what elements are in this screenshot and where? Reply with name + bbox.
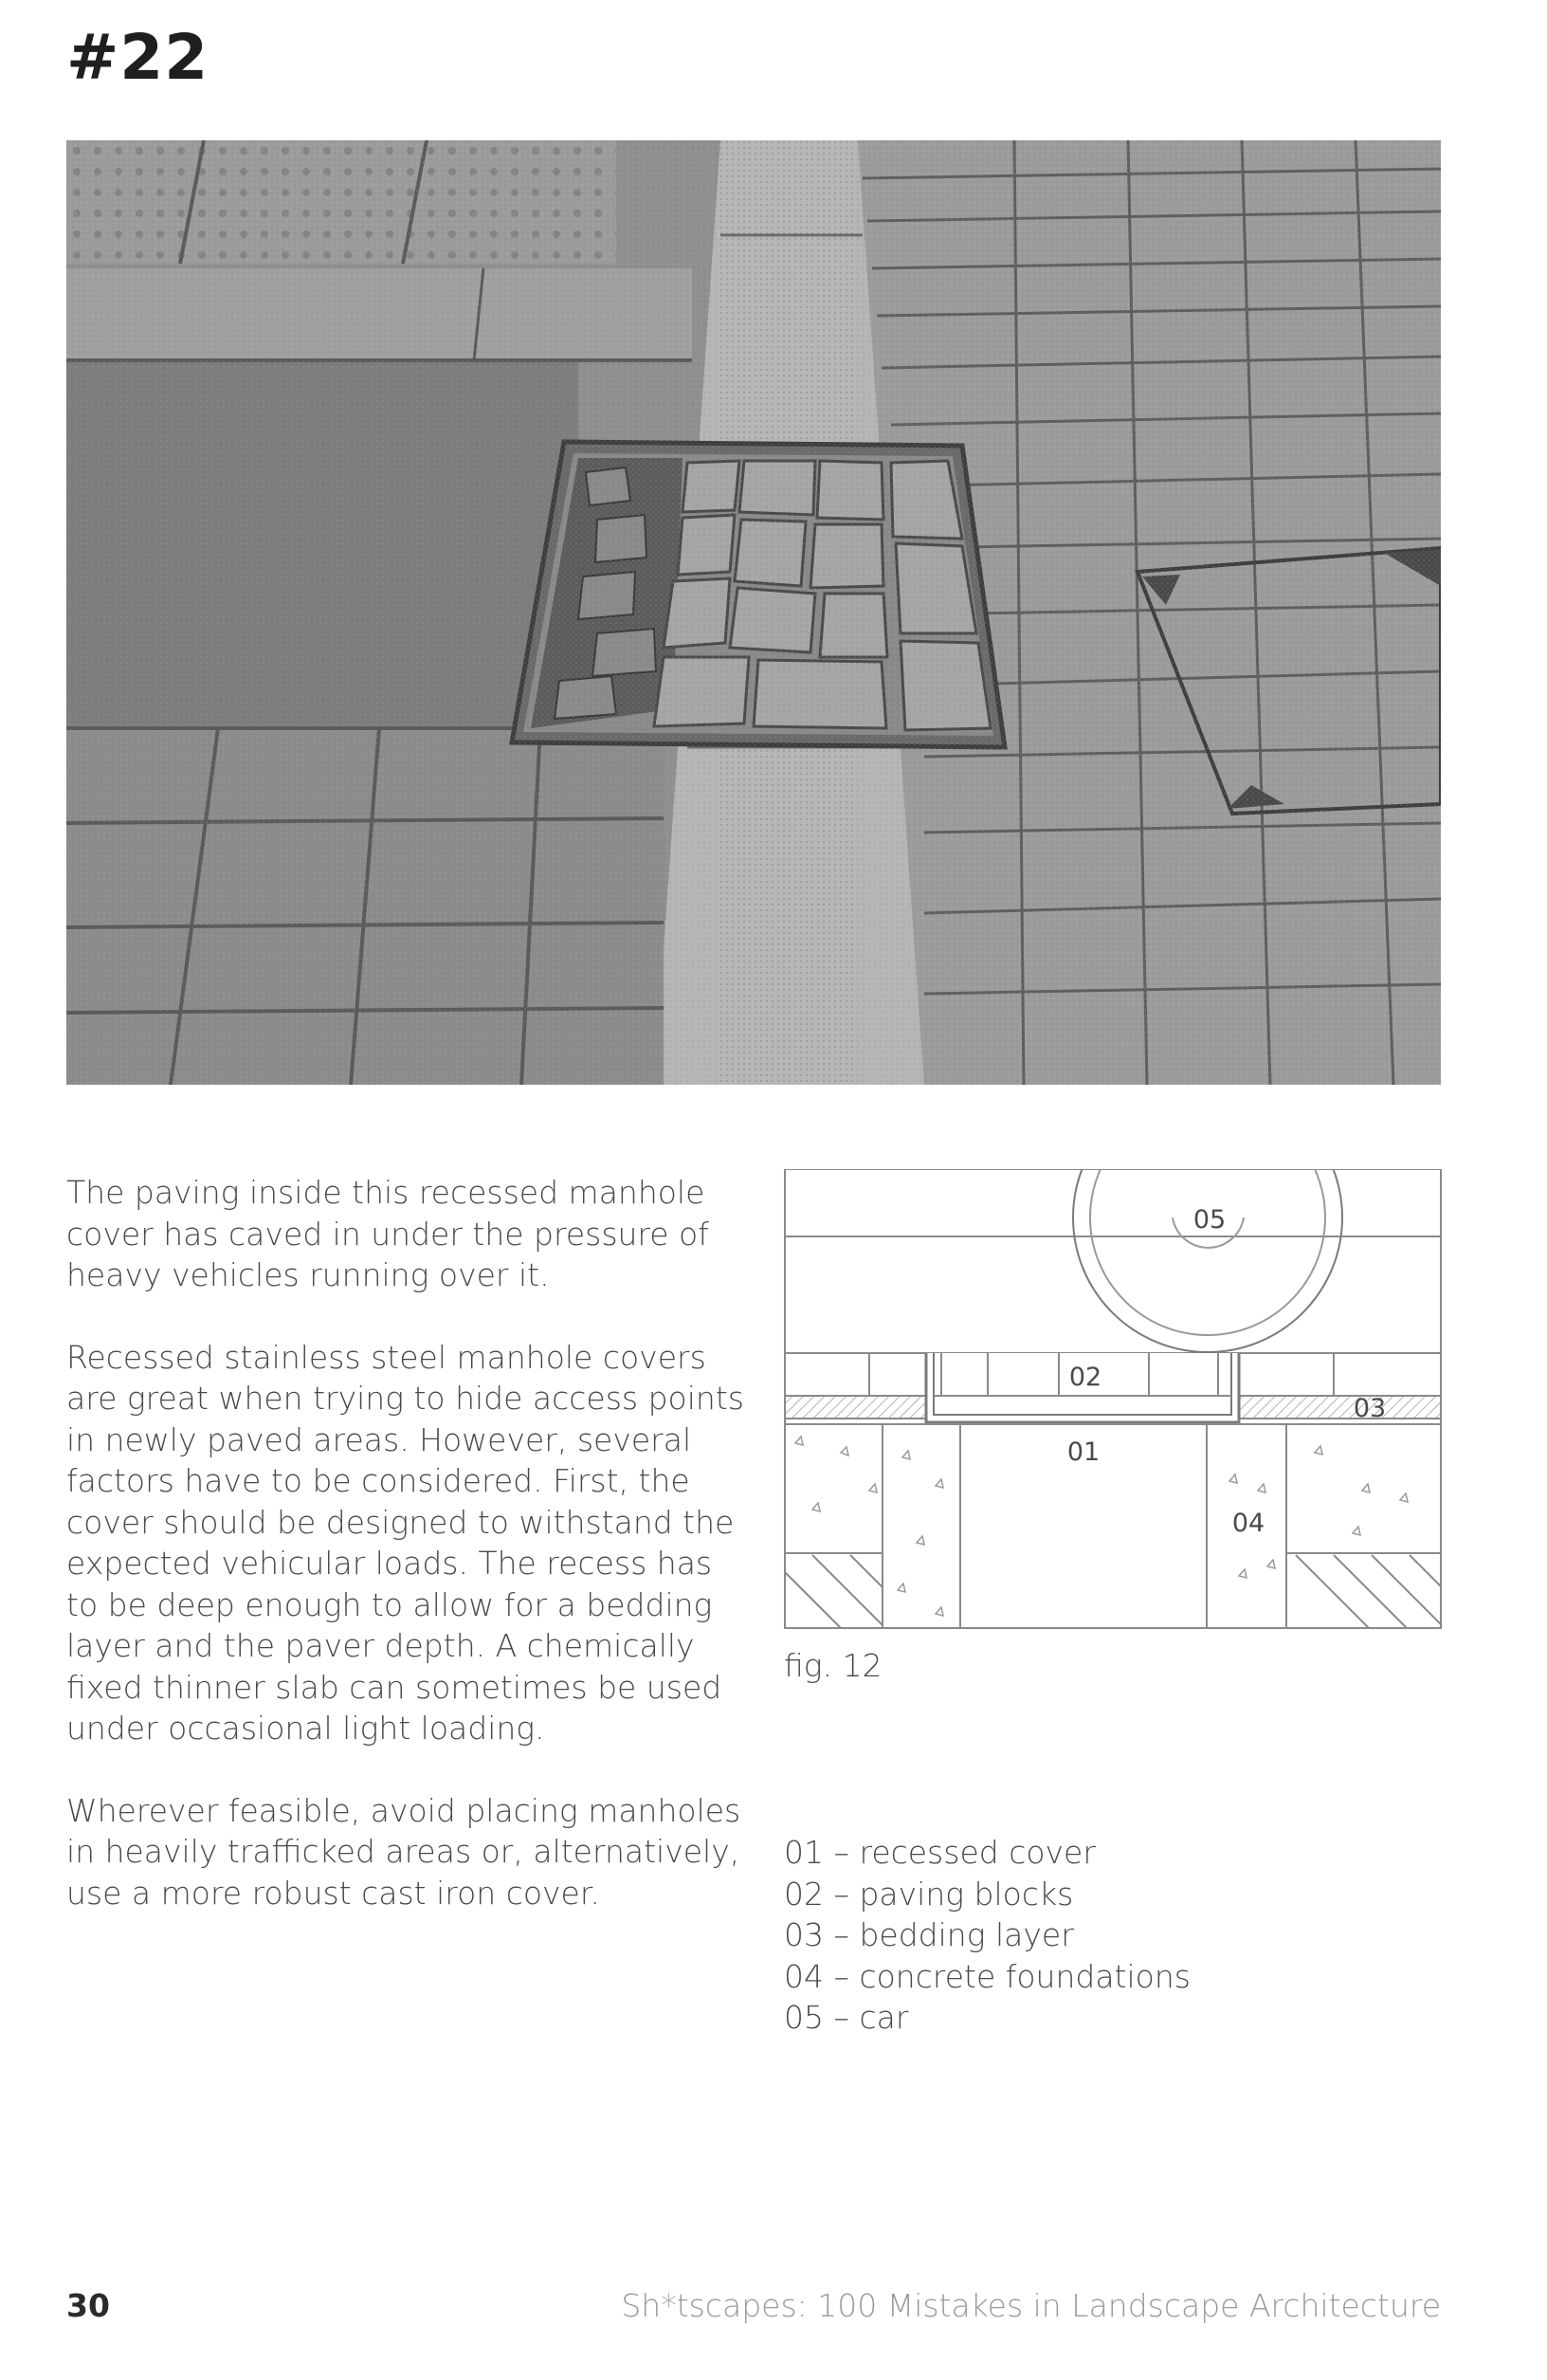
- paragraph-1: The paving inside this recessed manhole cover has caved in under the pressure of heavy vehicles running over it.: [66, 1174, 709, 1293]
- book-title: Sh*tscapes: 100 Mistakes in Landscape Architecture: [621, 2287, 1441, 2324]
- fig-label-05: 05: [1192, 1205, 1227, 1235]
- fig-label-03: 03: [1353, 1394, 1387, 1423]
- page-heading: #22: [66, 21, 209, 94]
- manhole-photo: [66, 140, 1441, 1085]
- paragraph-2: Recessed stainless steel manhole covers are great when trying to hide access points in newly paved areas. However, several factors have to be considered. First, the cover should be designed to withstand the expected vehicular loads. The recess has to be deep enough to allow for a bedding layer and the paver depth. A chemically fixed thinner slab can sometimes be used under occasional light loading.: [66, 1338, 744, 1747]
- page-number: 30: [66, 2287, 110, 2324]
- paragraph-3: Wherever feasible, avoid placing manholes in heavily trafficked areas or, alternatively, use a more robust cast iron cover.: [66, 1791, 741, 1912]
- legend-item: 03 – bedding layer: [784, 1916, 1074, 1953]
- legend-item: 05 – car: [784, 1999, 909, 2036]
- section-drawing: [784, 1168, 1442, 1629]
- figure-legend: [784, 1832, 1191, 2039]
- body-text: [66, 1172, 749, 1954]
- fig-label-04: 04: [1231, 1509, 1265, 1538]
- fig-label-01: 01: [1066, 1437, 1101, 1467]
- legend-item: 04 – concrete foundations: [784, 1957, 1191, 1995]
- fig-label-02: 02: [1068, 1363, 1102, 1392]
- legend-item: 02 – paving blocks: [784, 1875, 1074, 1913]
- legend-item: 01 – recessed cover: [784, 1834, 1096, 1871]
- figure-caption: fig. 12: [784, 1647, 883, 1684]
